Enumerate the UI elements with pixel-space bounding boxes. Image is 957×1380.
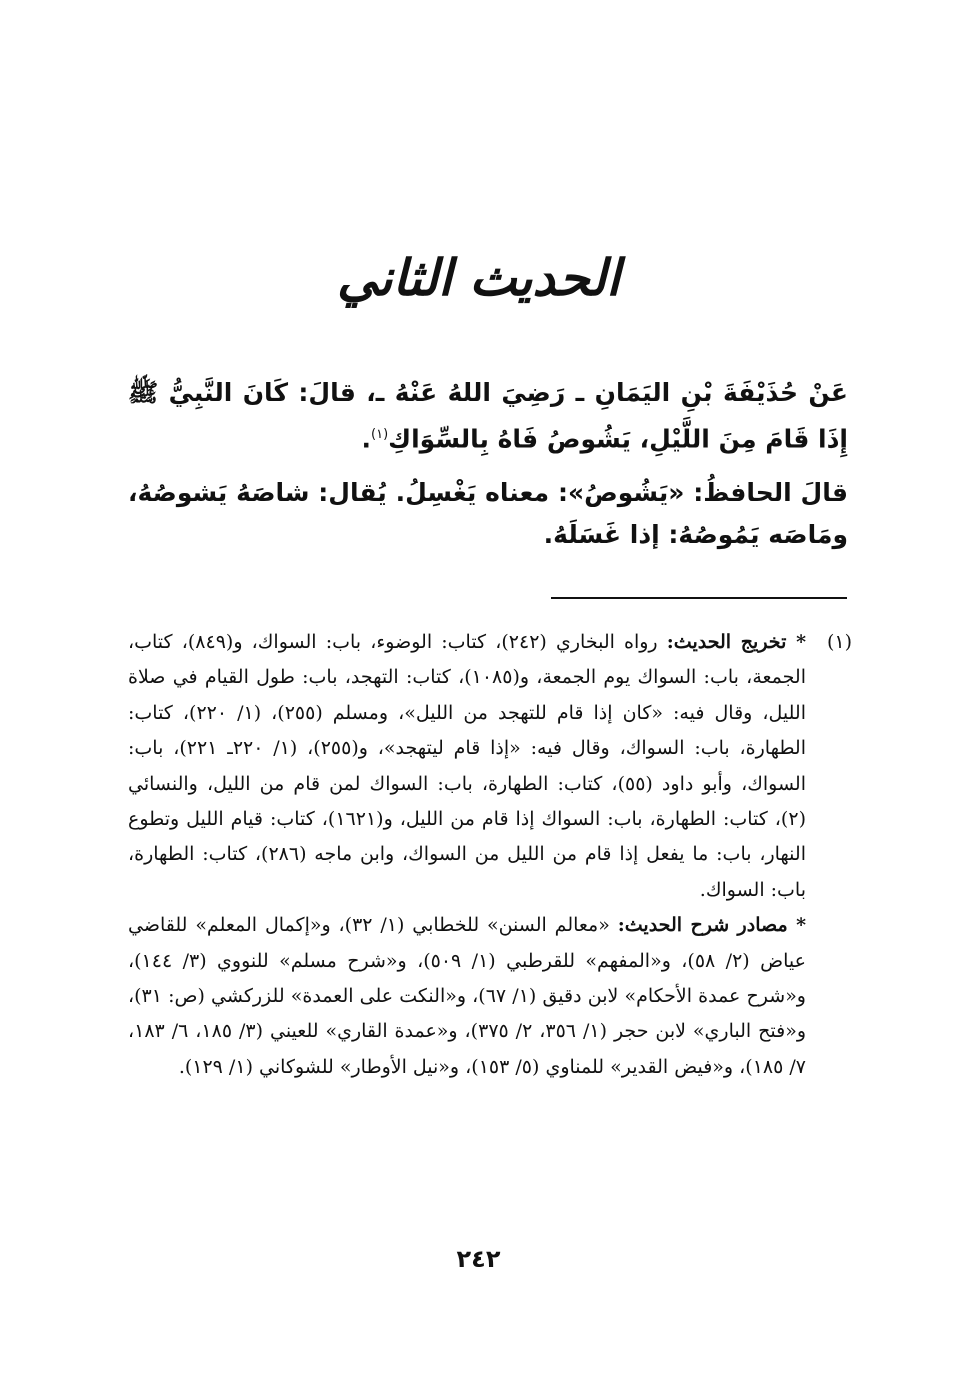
masadir-text: «معالم السنن» للخطابي (١/ ٣٢)، و«إكمال المعلم» للقاضي عياض (٢/ ٥٨)، و«المفهم» للقرطبي (١/ ٥٠٩)، و«شرح مسلم» للنووي (٣/ ١٤٤)، و«شرح عمدة الأحكام» لابن دقيق (١/ ٦٧)، و«النكت على العمدة» للزركشي (ص: ٣١)، و«فتح الباري» لابن حجر (١/ ٣٥٦، ٢/ ٣٧٥)، و«عمدة القاري» للعيني (٣/ ١٨٥، ٦/ ١٨٣، ٧/ ١٨٥)، و«فيض القدير» للمناوي (٥/ ١٥٣)، و«نيل الأوطار» للشوكاني (١/ ١٢٩). [128,914,807,1078]
takhrij-label: * تخريج الحديث: [666,631,807,653]
takhrij-paragraph [128,625,806,908]
masadir-label: * مصادر شرح الحديث: [617,914,807,937]
page-number: ٢٤٢ [456,1245,501,1273]
commentary-paragraph: قالَ الحافظُ: «يَشُوصُ»: معناه يَغْسِلُ. يُقال: شاصَهُ يَشوصُهُ، ومَاصَه يَمُوصُهُ: إذا غَسَلَهُ. [128,478,848,550]
footnotes [128,625,852,1085]
hadith-text: عَنْ حُذَيْفَةَ بْنِ اليَمَانِ ـ رَضِيَ اللهُ عَنْهُ ـ، قالَ: كَانَ النَّبِيُّ ﷺ إِذَا قَامَ مِنَ اللَّيْلِ، يَشُوصُ فَاهُ بِالسِّوَاكِ [128,378,848,454]
takhrij-text: رواه البخاري (٢٤٢)، كتاب: الوضوء، باب: السواك، و(٨٤٩)، كتاب، الجمعة، باب: السواك يوم الجمعة، و(١٠٨٥)، كتاب: التهجد، باب: طول القيام في صلاة الليل، وقال فيه: «كان إذا قام للتهجد من الليل»، ومسلم (٢٥٥)، (١/ ٢٢٠)، كتاب: الطهارة، باب: السواك، وقال فيه: «إذا قام ليتهجد»، و(٢٥٥)، (١/ ٢٢٠ـ ٢٢١)، باب: السواك، وأبو داود (٥٥)، كتاب: الطهارة، باب: السواك لمن قام من الليل، والنسائي (٢)، كتاب: الطهارة، باب: السواك إذا قام من الليل، و(١٦٢١)، كتاب: قيام الليل وتطوع النهار، باب: ما يفعل إذا قام من الليل من السواك، وابن ماجه (٢٨٦)، كتاب: الطهارة، باب: السواك. [128,631,806,901]
masadir-paragraph [128,908,806,1085]
footnote-reference[interactable]: (١) [371,427,389,442]
footnote-body [128,625,806,1085]
hadith-paragraph [128,372,848,460]
footnote-number: (١) [826,631,852,653]
hadith-end: . [361,424,372,454]
main-text [128,372,848,568]
chapter-title: الحديث الثاني [336,248,621,307]
footnote-separator [551,597,847,599]
footnote-item [128,625,852,1085]
